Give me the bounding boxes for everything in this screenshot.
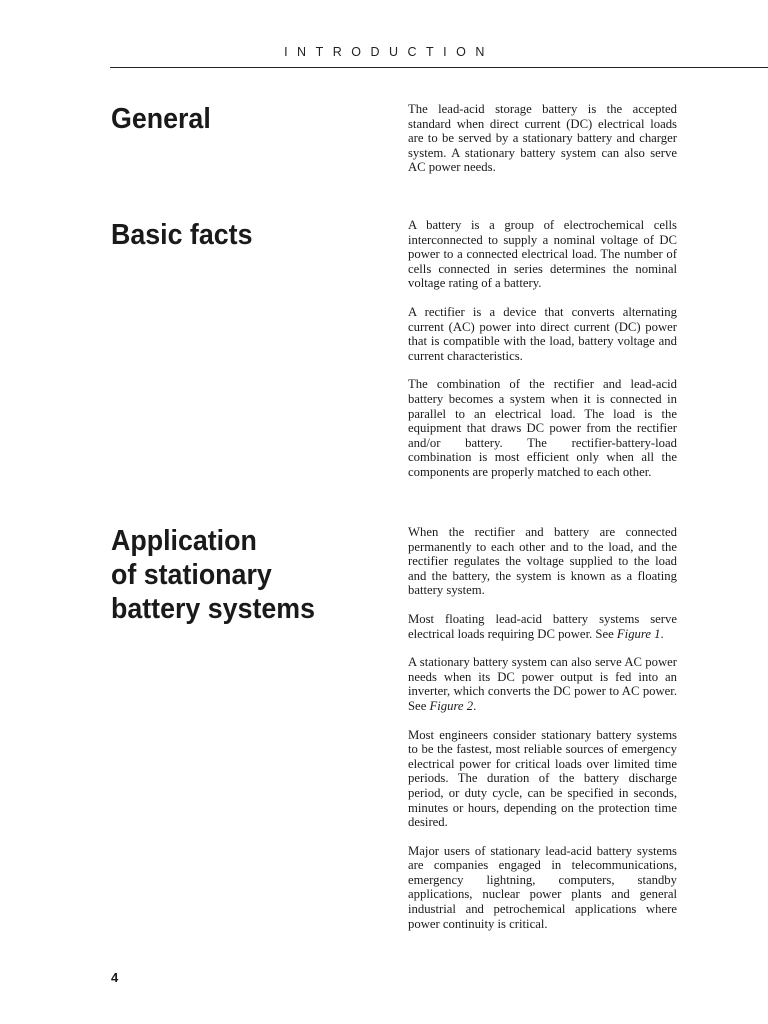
paragraph: Most engineers consider stationary battery systems to be the fastest, most reliable sources of emergency electrical power for critical loads over limited time periods. The duration of the battery discharge period, or duty cycle, can be specified in seconds, minutes or hours, depending on the protection time desired. <box>408 727 677 830</box>
section-body-application <box>408 525 677 945</box>
paragraph <box>408 655 677 713</box>
section-title-line: Application <box>111 525 257 557</box>
section-title-line: of stationary <box>111 559 272 591</box>
section-title-line: Basic facts <box>111 219 253 251</box>
section-title-basic-facts <box>111 218 365 252</box>
section-title-general <box>111 102 365 136</box>
section-title-line: battery systems <box>111 593 316 625</box>
section-body-basic-facts <box>408 218 677 494</box>
paragraph-text: A stationary battery system can also serve AC power needs when its DC power output is fed into an inverter, which converts the DC power to AC power. See <box>408 655 677 713</box>
paragraph-text: Most floating lead-acid battery systems serve electrical loads requiring DC power. See <box>408 611 677 641</box>
section-title-application <box>111 524 365 626</box>
figure-reference: Figure 2 <box>429 698 474 713</box>
running-head: INTRODUCTION <box>284 45 494 59</box>
paragraph-text: . <box>473 698 477 713</box>
paragraph <box>408 612 677 641</box>
section-title-line: General <box>111 103 211 135</box>
page-number: 4 <box>111 970 119 985</box>
paragraph: The combination of the rectifier and lead-acid battery becomes a system when it is connected in parallel to an electrical load. The load is the equipment that draws DC power from the rectifier and/or battery. The rectifier-battery-load combination is most efficient only when all the components are properly matched to each other. <box>408 377 677 479</box>
paragraph: A rectifier is a device that converts alternating current (AC) power into direct current (DC) power that is compatible with the load, battery voltage and current characteristics. <box>408 304 677 363</box>
header-rule <box>110 67 768 68</box>
figure-reference: Figure 1 <box>616 626 661 641</box>
paragraph: When the rectifier and battery are connected permanently to each other and to the load, and the rectifier regulates the voltage supplied to the load and the battery, the system is known as a floating battery system. <box>408 525 677 598</box>
paragraph: The lead-acid storage battery is the accepted standard when direct current (DC) electrical loads are to be served by a stationary battery and charger system. A stationary battery system can also serve AC power needs. <box>408 102 677 175</box>
paragraph: Major users of stationary lead-acid battery systems are companies engaged in telecommunications, emergency lightning, computers, standby applications, nuclear power plants and general industrial and petrochemical applications where power continuity is critical. <box>408 843 677 931</box>
paragraph: A battery is a group of electrochemical cells interconnected to supply a nominal voltage of DC power to a connected electrical load. The number of cells connected in series determines the nominal voltage rating of a battery. <box>408 218 677 291</box>
paragraph-text: . <box>660 626 664 641</box>
section-body-general <box>408 102 677 189</box>
